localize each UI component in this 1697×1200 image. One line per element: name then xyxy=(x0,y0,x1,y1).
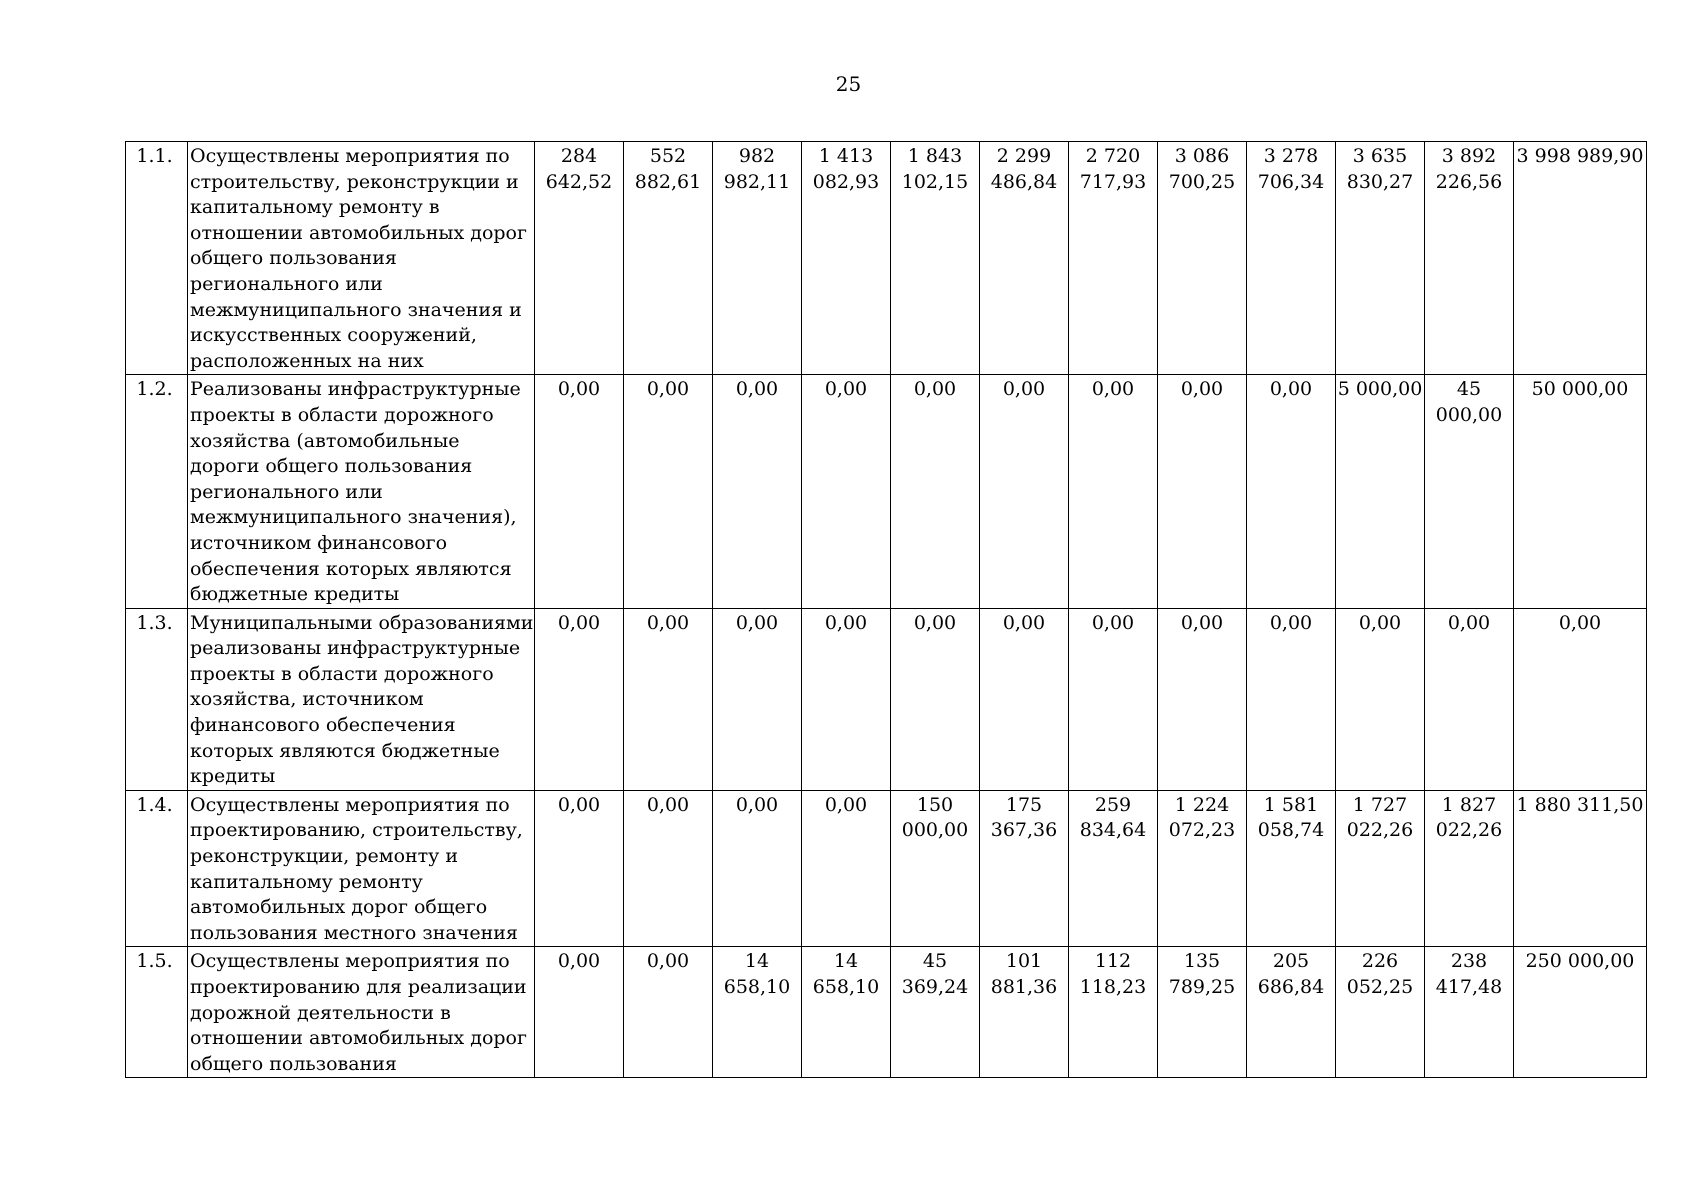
description-line: источником финансового xyxy=(190,531,448,554)
value-cell xyxy=(624,608,713,790)
value-line: 3 635 xyxy=(1352,145,1408,167)
value-cell xyxy=(1336,947,1425,1078)
value-line: 417,48 xyxy=(1435,976,1503,998)
value-line: 0,00 xyxy=(913,611,957,634)
value-line: 486,84 xyxy=(990,170,1058,193)
value-line: 552 xyxy=(649,145,687,167)
value-cell xyxy=(1514,142,1647,375)
value-line: 686,84 xyxy=(1257,976,1325,998)
description-line: пользования местного значения xyxy=(190,921,518,944)
value-cell xyxy=(713,608,802,790)
value-line: 3 278 xyxy=(1263,145,1319,167)
value-line: 101 xyxy=(1005,950,1043,973)
value-line: 072,23 xyxy=(1168,819,1236,842)
row-number: 1.4. xyxy=(126,790,188,947)
value-line: 1 843 xyxy=(907,145,963,167)
value-cell xyxy=(802,142,891,375)
value-line: 0,00 xyxy=(646,950,690,973)
description-line: расположенных на них xyxy=(190,349,424,372)
value-cell xyxy=(1069,375,1158,608)
value-line: 102,15 xyxy=(901,170,969,193)
value-line: 058,74 xyxy=(1257,819,1325,842)
value-line: 226,56 xyxy=(1435,170,1503,193)
value-cell xyxy=(624,790,713,947)
budget-table xyxy=(125,141,1647,1078)
value-line: 0,00 xyxy=(1447,611,1491,634)
description-line: общего пользования xyxy=(190,1052,397,1075)
value-cell xyxy=(1069,142,1158,375)
value-line: 0,00 xyxy=(824,611,868,634)
value-line: 0,00 xyxy=(824,378,868,401)
description-line: отношении автомобильных дорог xyxy=(190,1027,527,1050)
description-line: регионального или xyxy=(190,480,383,503)
value-cell xyxy=(535,142,624,375)
value-cell xyxy=(980,608,1069,790)
description-line: хозяйства (автомобильные xyxy=(190,429,460,452)
value-cell xyxy=(1514,790,1647,947)
value-line: 205 xyxy=(1272,950,1310,973)
value-cell xyxy=(535,608,624,790)
value-cell xyxy=(891,790,980,947)
value-cell xyxy=(891,142,980,375)
value-line: 022,26 xyxy=(1346,819,1414,842)
value-cell xyxy=(535,947,624,1078)
value-line: 0,00 xyxy=(646,611,690,634)
description-line: проекты в области дорожного xyxy=(190,662,494,685)
value-line: 882,61 xyxy=(634,170,702,193)
value-line: 0,00 xyxy=(913,378,957,401)
value-cell xyxy=(624,947,713,1078)
value-line: 1 827 xyxy=(1441,793,1497,816)
description-line: реконструкции, ремонту и xyxy=(190,845,459,868)
value-cell xyxy=(1069,608,1158,790)
value-cell xyxy=(1514,947,1647,1078)
value-cell xyxy=(980,947,1069,1078)
value-line: 1 581 xyxy=(1263,793,1319,816)
value-line: 658,10 xyxy=(812,976,880,998)
row-number: 1.3. xyxy=(126,608,188,790)
value-line: 118,23 xyxy=(1079,976,1147,998)
description-line: автомобильных дорог общего xyxy=(190,896,488,919)
value-line: 135 xyxy=(1183,950,1221,973)
value-cell xyxy=(535,790,624,947)
description-line: строительству, реконструкции и xyxy=(190,170,519,193)
value-cell xyxy=(713,375,802,608)
value-line: 2 299 xyxy=(996,145,1052,167)
value-line: 175 xyxy=(1005,793,1043,816)
description-line: искусственных сооружений, xyxy=(190,324,477,347)
table-row xyxy=(126,608,1647,790)
value-line: 834,64 xyxy=(1079,819,1147,842)
value-cell xyxy=(891,375,980,608)
value-line: 0,00 xyxy=(1091,378,1135,401)
description-line: регионального или xyxy=(190,272,383,295)
value-cell xyxy=(802,608,891,790)
measure-description xyxy=(188,790,535,947)
value-line: 0,00 xyxy=(1269,378,1313,401)
value-line: 642,52 xyxy=(545,170,613,193)
description-line: Осуществлены мероприятия по xyxy=(190,145,510,167)
value-cell xyxy=(1069,790,1158,947)
value-line: 1 413 xyxy=(818,145,874,167)
value-line: 14 xyxy=(744,950,770,973)
measure-description xyxy=(188,142,535,375)
value-line: 830,27 xyxy=(1346,170,1414,193)
value-line: 367,36 xyxy=(990,819,1058,842)
value-line: 022,26 xyxy=(1435,819,1503,842)
value-cell xyxy=(1336,790,1425,947)
value-line: 3 998 989,90 xyxy=(1516,145,1644,167)
description-line: бюджетные кредиты xyxy=(190,583,400,606)
row-number: 1.5. xyxy=(126,947,188,1078)
table-row xyxy=(126,375,1647,608)
value-line: 50 000,00 xyxy=(1531,378,1629,401)
value-line: 3 892 xyxy=(1441,145,1497,167)
value-cell xyxy=(1247,375,1336,608)
description-line: кредиты xyxy=(190,765,276,788)
measure-description xyxy=(188,608,535,790)
value-cell xyxy=(1336,375,1425,608)
description-line: дороги общего пользования xyxy=(190,455,473,478)
value-line: 250 000,00 xyxy=(1525,950,1635,973)
value-line: 0,00 xyxy=(1002,378,1046,401)
description-line: проекты в области дорожного xyxy=(190,403,494,426)
value-cell xyxy=(802,790,891,947)
value-cell xyxy=(1425,790,1514,947)
value-cell xyxy=(1069,947,1158,1078)
description-line: общего пользования xyxy=(190,247,397,270)
value-line: 0,00 xyxy=(735,611,779,634)
value-cell xyxy=(980,375,1069,608)
value-cell xyxy=(891,608,980,790)
value-cell xyxy=(624,142,713,375)
description-line: Осуществлены мероприятия по xyxy=(190,950,510,973)
description-line: Муниципальными образованиями xyxy=(190,611,534,634)
value-cell xyxy=(1247,790,1336,947)
value-line: 0,00 xyxy=(1558,611,1602,634)
value-line: 0,00 xyxy=(1358,611,1402,634)
value-cell xyxy=(1158,142,1247,375)
value-cell xyxy=(1158,947,1247,1078)
value-line: 0,00 xyxy=(1180,378,1224,401)
description-line: финансового обеспечения xyxy=(190,714,456,737)
value-cell xyxy=(624,375,713,608)
description-line: проектированию для реализации xyxy=(190,976,527,998)
description-line: капитальному ремонту в xyxy=(190,196,440,219)
description-line: которых являются бюджетные xyxy=(190,739,500,762)
value-line: 45 xyxy=(922,950,948,973)
value-line: 259 xyxy=(1094,793,1132,816)
value-cell xyxy=(713,142,802,375)
value-cell xyxy=(1425,608,1514,790)
value-line: 0,00 xyxy=(1091,611,1135,634)
value-line: 789,25 xyxy=(1168,976,1236,998)
value-line: 0,00 xyxy=(735,378,779,401)
value-line: 000,00 xyxy=(1435,403,1503,426)
value-line: 238 xyxy=(1450,950,1488,973)
value-line: 717,93 xyxy=(1079,170,1147,193)
description-line: капитальному ремонту xyxy=(190,870,423,893)
description-line: хозяйства, источником xyxy=(190,688,424,711)
value-line: 082,93 xyxy=(812,170,880,193)
measure-description xyxy=(188,947,535,1078)
value-line: 0,00 xyxy=(1269,611,1313,634)
table-row xyxy=(126,142,1647,375)
value-line: 0,00 xyxy=(646,378,690,401)
value-line: 052,25 xyxy=(1346,976,1414,998)
value-line: 0,00 xyxy=(557,378,601,401)
value-line: 45 xyxy=(1456,378,1482,401)
value-line: 112 xyxy=(1094,950,1132,973)
value-line: 0,00 xyxy=(557,950,601,973)
description-line: проектированию, строительству, xyxy=(190,819,523,842)
value-cell xyxy=(802,375,891,608)
page-number: 25 xyxy=(835,72,862,96)
description-line: дорожной деятельности в xyxy=(190,1001,451,1024)
value-cell xyxy=(802,947,891,1078)
value-cell xyxy=(1425,142,1514,375)
measure-description xyxy=(188,375,535,608)
description-line: отношении автомобильных дорог xyxy=(190,221,527,244)
table-row xyxy=(126,790,1647,947)
value-line: 0,00 xyxy=(735,793,779,816)
value-line: 1 727 xyxy=(1352,793,1408,816)
description-line: обеспечения которых являются xyxy=(190,557,512,580)
value-cell xyxy=(1158,608,1247,790)
value-cell xyxy=(1158,790,1247,947)
value-cell xyxy=(1514,608,1647,790)
value-line: 706,34 xyxy=(1257,170,1325,193)
value-cell xyxy=(1247,142,1336,375)
value-line: 0,00 xyxy=(1180,611,1224,634)
description-line: реализованы инфраструктурные xyxy=(190,637,521,660)
value-line: 0,00 xyxy=(1002,611,1046,634)
value-line: 5 000,00 xyxy=(1337,378,1423,401)
row-number: 1.2. xyxy=(126,375,188,608)
value-cell xyxy=(1247,947,1336,1078)
value-cell xyxy=(1514,375,1647,608)
value-line: 881,36 xyxy=(990,976,1058,998)
value-line: 0,00 xyxy=(557,611,601,634)
value-cell xyxy=(1425,947,1514,1078)
value-line: 3 086 xyxy=(1174,145,1230,167)
value-line: 1 880 311,50 xyxy=(1516,793,1644,816)
value-line: 000,00 xyxy=(901,819,969,842)
description-line: Осуществлены мероприятия по xyxy=(190,793,510,816)
description-line: Реализованы инфраструктурные xyxy=(190,378,521,401)
table-row xyxy=(126,947,1647,1078)
value-line: 982,11 xyxy=(723,170,791,193)
value-cell xyxy=(713,790,802,947)
value-line: 0,00 xyxy=(557,793,601,816)
value-line: 0,00 xyxy=(824,793,868,816)
value-line: 14 xyxy=(833,950,859,973)
value-cell xyxy=(980,790,1069,947)
description-line: межмуниципального значения и xyxy=(190,298,522,321)
value-line: 0,00 xyxy=(646,793,690,816)
value-line: 150 xyxy=(916,793,954,816)
description-line: межмуниципального значения), xyxy=(190,506,517,529)
value-cell xyxy=(891,947,980,1078)
value-line: 658,10 xyxy=(723,976,791,998)
table-body xyxy=(126,142,1647,1078)
row-number: 1.1. xyxy=(126,142,188,375)
value-cell xyxy=(535,375,624,608)
value-line: 226 xyxy=(1361,950,1399,973)
value-cell xyxy=(1158,375,1247,608)
value-cell xyxy=(1247,608,1336,790)
value-cell xyxy=(713,947,802,1078)
value-cell xyxy=(1336,608,1425,790)
value-line: 982 xyxy=(738,145,776,167)
value-line: 1 224 xyxy=(1174,793,1230,816)
value-line: 369,24 xyxy=(901,976,969,998)
value-cell xyxy=(1425,375,1514,608)
value-line: 284 xyxy=(560,145,598,167)
value-cell xyxy=(1336,142,1425,375)
value-line: 700,25 xyxy=(1168,170,1236,193)
value-cell xyxy=(980,142,1069,375)
value-line: 2 720 xyxy=(1085,145,1141,167)
